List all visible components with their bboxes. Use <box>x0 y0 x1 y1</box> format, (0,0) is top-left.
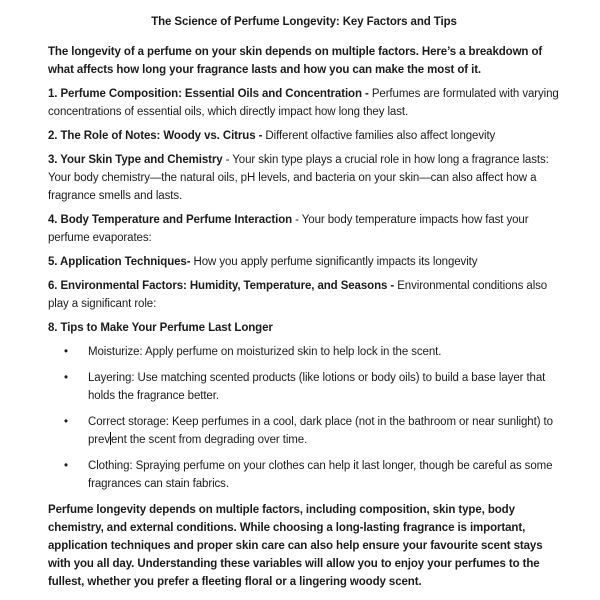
conclusion-paragraph[interactable]: Perfume longevity depends on multiple factors, including composition, skin type, body chemistry, and external conditions. While choosing a long-lasting fragrance is important, application techniques and proper skin care can also help ensure your favourite scent stays with you all day. Understanding these variables will allow you to enjoy your perfumes to the fullest, whether you prefer a fleeting floral or a lingering woody scent. <box>48 504 543 588</box>
section-5-heading: 5. Application Techniques- <box>48 256 191 268</box>
section-3-heading: 3. Your Skin Type and Chemistry <box>48 154 223 166</box>
document-title[interactable]: The Science of Perfume Longevity: Key Factors and Tips <box>151 16 457 28</box>
section-paragraph-5[interactable] <box>48 253 560 271</box>
section-2-heading: 2. The Role of Notes: Woody vs. Citrus - <box>48 130 266 142</box>
section-paragraph-2[interactable] <box>48 127 560 145</box>
section-paragraph-3[interactable] <box>48 151 560 205</box>
bullet-text: Moisturize: Apply perfume on moisturized skin to help lock in the scent. <box>88 346 442 358</box>
list-item-moisturize[interactable] <box>48 343 560 361</box>
section-4-body: - Your body temperature impacts how fast your perfume evaporates: <box>48 214 529 244</box>
intro-paragraph[interactable]: The longevity of a perfume on your skin depends on multiple factors. Here’s a breakdown of what affects how long your fragrance lasts and how you can make the most of it. <box>48 46 543 76</box>
tips-list <box>48 343 560 493</box>
section-3-body: - Your skin type plays a crucial role in how long a fragrance lasts: Your body chemistry—the natural oils, pH levels, and bacteria on your skin—can also affect how a fragrance smells and lasts. <box>48 154 549 202</box>
section-4-heading: 4. Body Temperature and Perfume Interaction <box>48 214 293 226</box>
list-item-correct-storage[interactable] <box>48 413 560 449</box>
section-1-body: Perfumes are formulated with varying concentrations of essential oils, which directly impact how long they last. <box>48 88 559 118</box>
bullet-text: Layering: Use matching scented products (like lotions or body oils) to build a base layer that holds the fragrance better. <box>88 372 546 402</box>
list-item-clothing[interactable] <box>48 457 560 493</box>
section-paragraph-6[interactable] <box>48 277 560 313</box>
list-item-layering[interactable] <box>48 369 560 405</box>
bullet-text: Clothing: Spraying perfume on your clothes can help it last longer, though be careful as some fragrances can stain fabrics. <box>88 460 553 490</box>
section-1-heading: 1. Perfume Composition: Essential Oils and Concentration - <box>48 88 372 100</box>
section-paragraph-1[interactable] <box>48 85 560 121</box>
bullet-text-before-cursor: Correct storage: Keep perfumes in a cool, dark place (not in the bathroom or near sunlight) to prev <box>88 416 553 446</box>
section-6-body: Environmental conditions also play a significant role: <box>48 280 548 310</box>
tips-heading[interactable]: 8. Tips to Make Your Perfume Last Longer <box>48 322 273 334</box>
section-5-body: How you apply perfume significantly impacts its longevity <box>190 256 478 268</box>
bullet-text-after-cursor: ent the scent from degrading over time. <box>110 434 308 446</box>
section-2-body: Different olfactive families also affect longevity <box>265 130 496 142</box>
section-6-heading: 6. Environmental Factors: Humidity, Temperature, and Seasons - <box>48 280 398 292</box>
section-paragraph-4[interactable] <box>48 211 560 247</box>
